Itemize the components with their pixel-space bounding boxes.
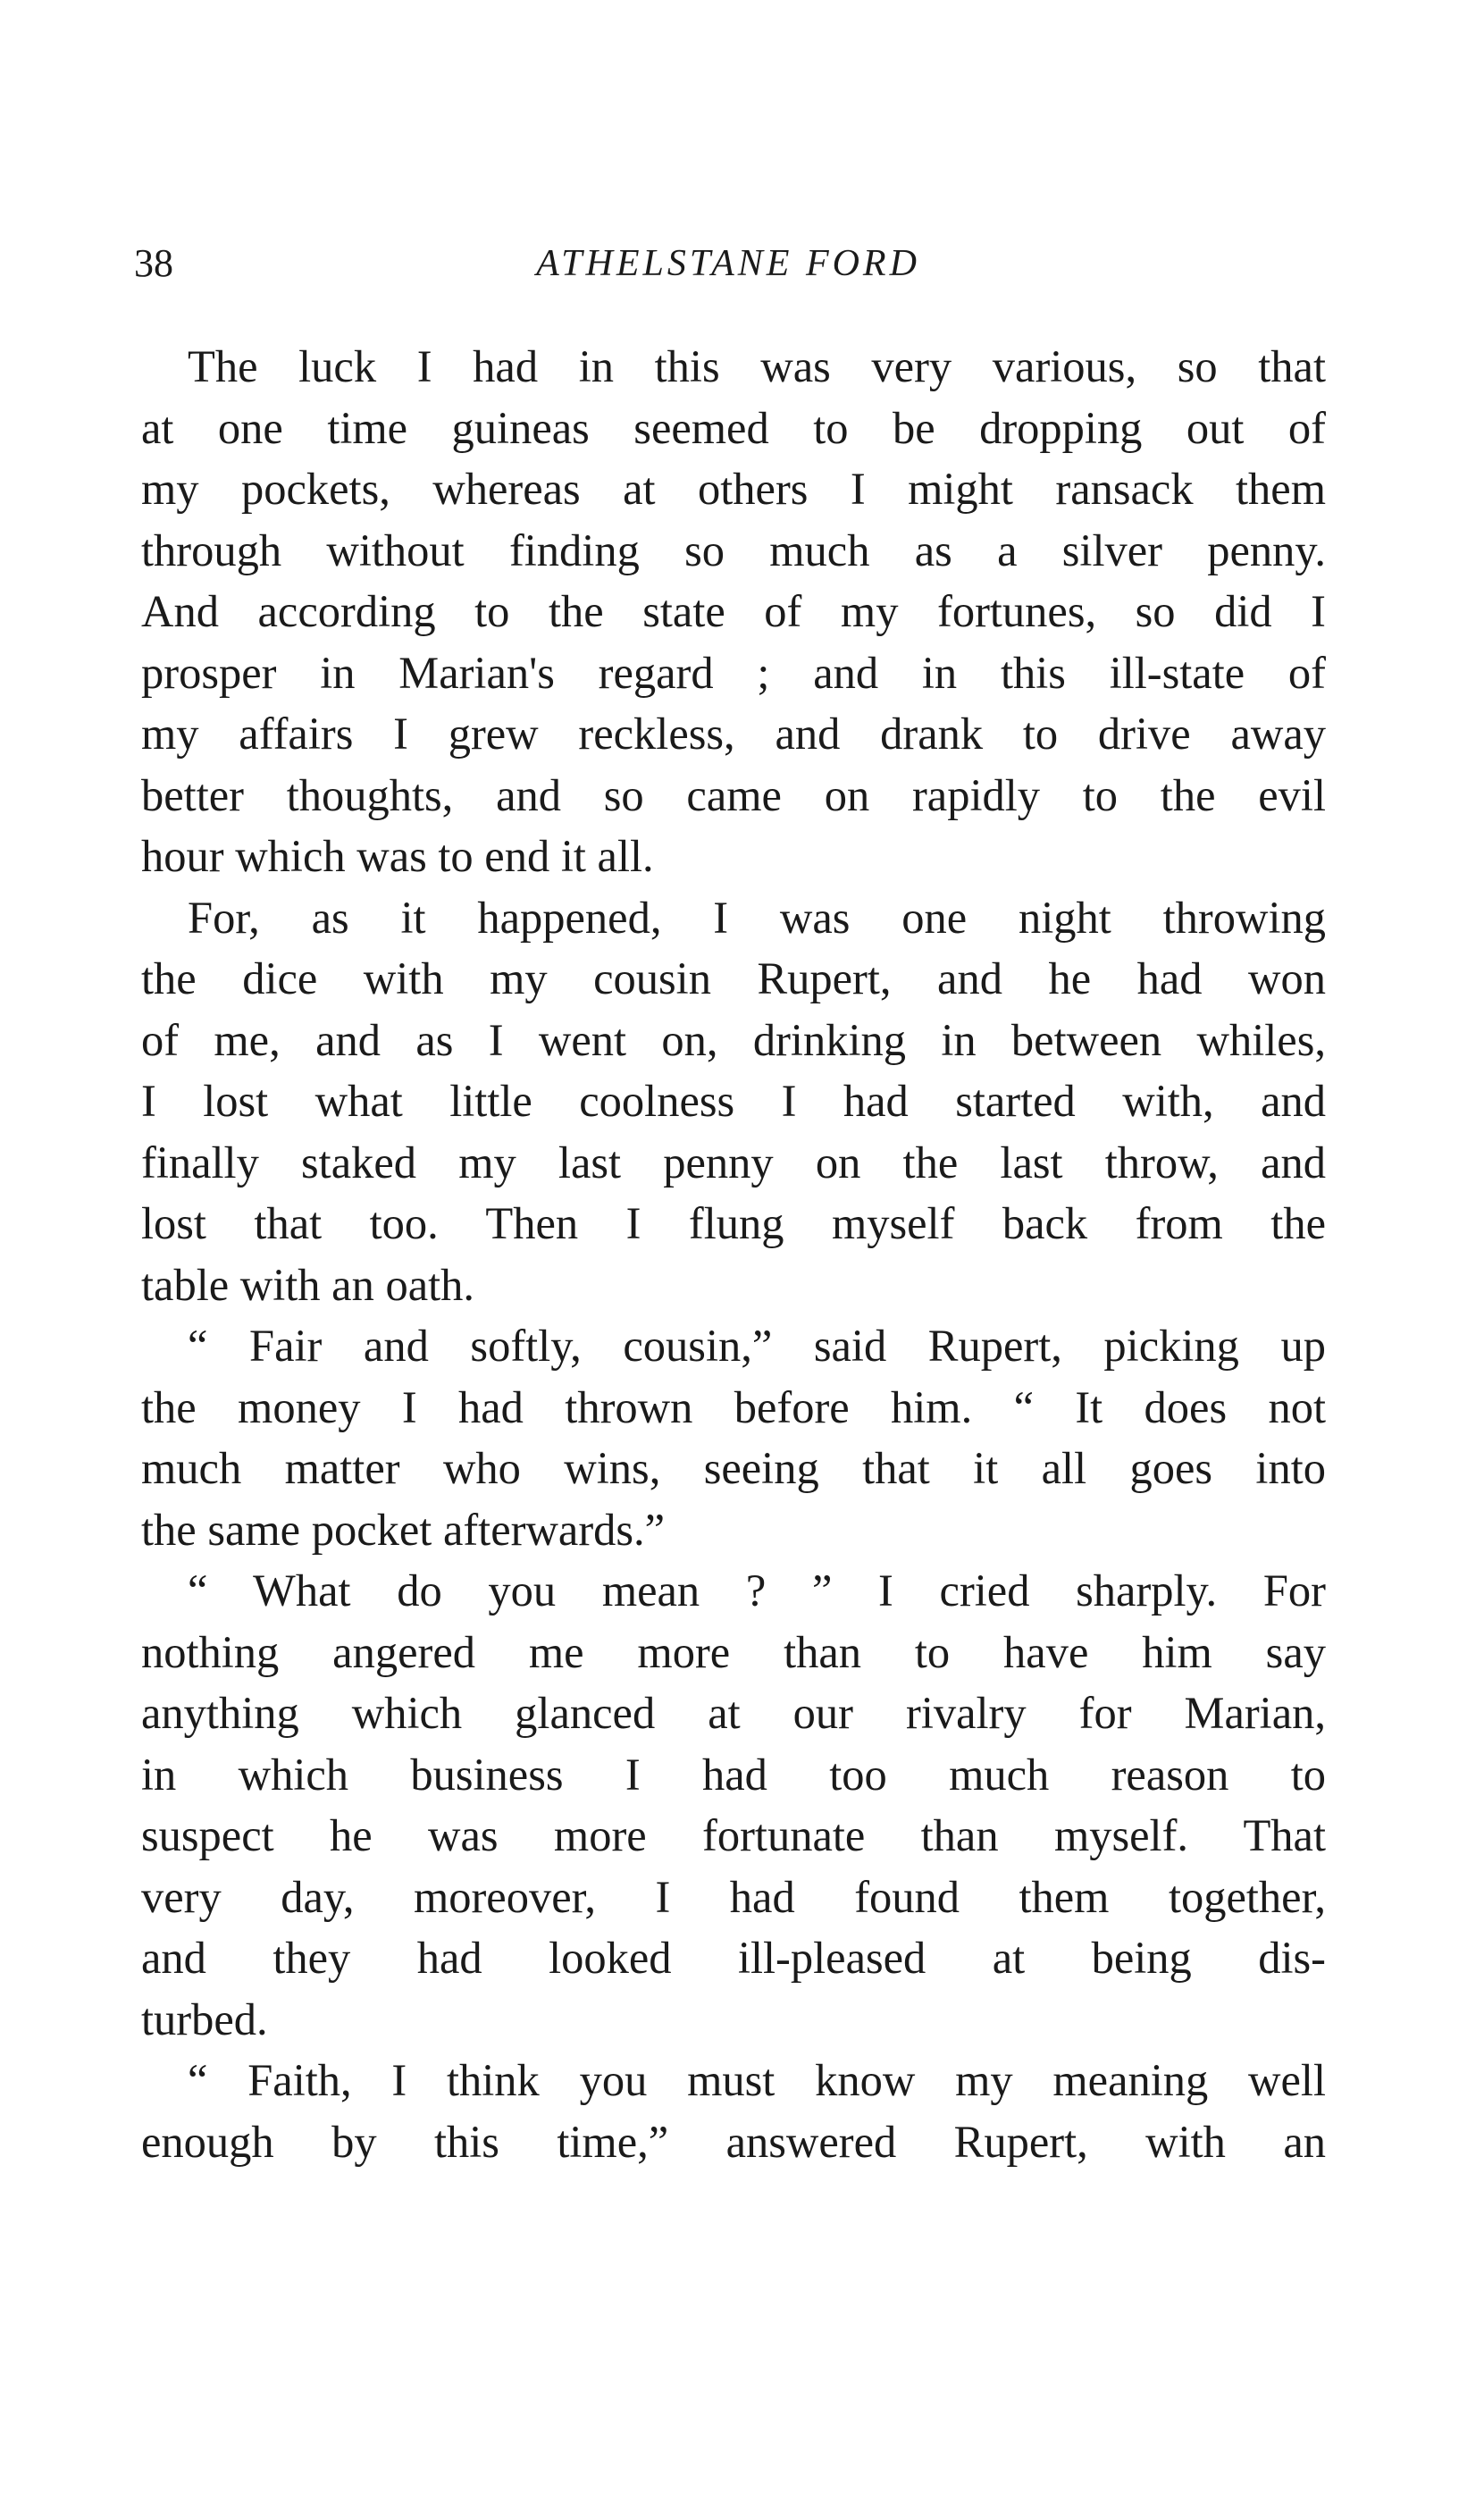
text-line: very day, moreover, I had found them together, [141,1871,1326,1922]
text-line: my affairs I grew reckless, and drank to drive away [141,709,1326,759]
paragraph [141,1560,1326,2050]
text-line: my pockets, whereas at others I might ransack them [141,464,1326,514]
text-line: in which business I had too much reason to [141,1749,1326,1800]
text-line: the dice with my cousin Rupert, and he had won [141,953,1326,1003]
text-line: The luck I had in this was very various, so that [188,341,1326,391]
text-line: “ Faith, I think you must know my meaning well [188,2055,1326,2105]
text-line: better thoughts, and so came on rapidly to the evil [141,769,1326,820]
paragraph [141,887,1326,1316]
text-line: through without finding so much as a silver penny. [141,525,1326,575]
text-line: lost that too. Then I flung myself back from the [141,1198,1326,1248]
text-line: much matter who wins, seeing that it all goes into [141,1443,1326,1493]
text-line: the money I had thrown before him. “ It does not [141,1381,1326,1432]
text-line: nothing angered me more than to have him say [141,1626,1326,1677]
body-text [141,336,1326,2172]
text-line: I lost what little coolness I had started with, and [141,1076,1326,1126]
text-line: prosper in Marian's regard ; and in this ill-state of [141,647,1326,698]
text-line: suspect he was more fortunate than myself. That [141,1810,1326,1860]
paragraph [141,336,1326,887]
text-line: And according to the state of my fortunes, so did I [141,586,1326,636]
paragraph [141,1315,1326,1560]
text-line: of me, and as I went on, drinking in between whiles, [141,1014,1326,1065]
text-line: turbed. [141,1993,268,2044]
page-header [134,232,1322,295]
text-line: the same pocket afterwards.” [141,1504,666,1555]
text-line: at one time guineas seemed to be dropping out of [141,402,1326,453]
text-line: “ Fair and softly, cousin,” said Rupert, picking up [188,1321,1326,1371]
running-title: ATHELSTANE FORD [536,243,920,284]
paragraph [141,2050,1326,2172]
text-line: enough by this time,” answered Rupert, with an [141,2116,1326,2167]
text-line: table with an oath. [141,1259,475,1310]
text-line: finally staked my last penny on the last throw, and [141,1137,1326,1188]
text-line: “ What do you mean ? ” I cried sharply. For [188,1565,1326,1616]
page-number: 38 [134,241,173,285]
text-line: hour which was to end it all. [141,831,654,881]
text-line: anything which glanced at our rivalry for Marian, [141,1688,1326,1738]
text-line: For, as it happened, I was one night throwing [188,892,1326,943]
text-line: and they had looked ill-pleased at being dis- [141,1933,1326,1983]
